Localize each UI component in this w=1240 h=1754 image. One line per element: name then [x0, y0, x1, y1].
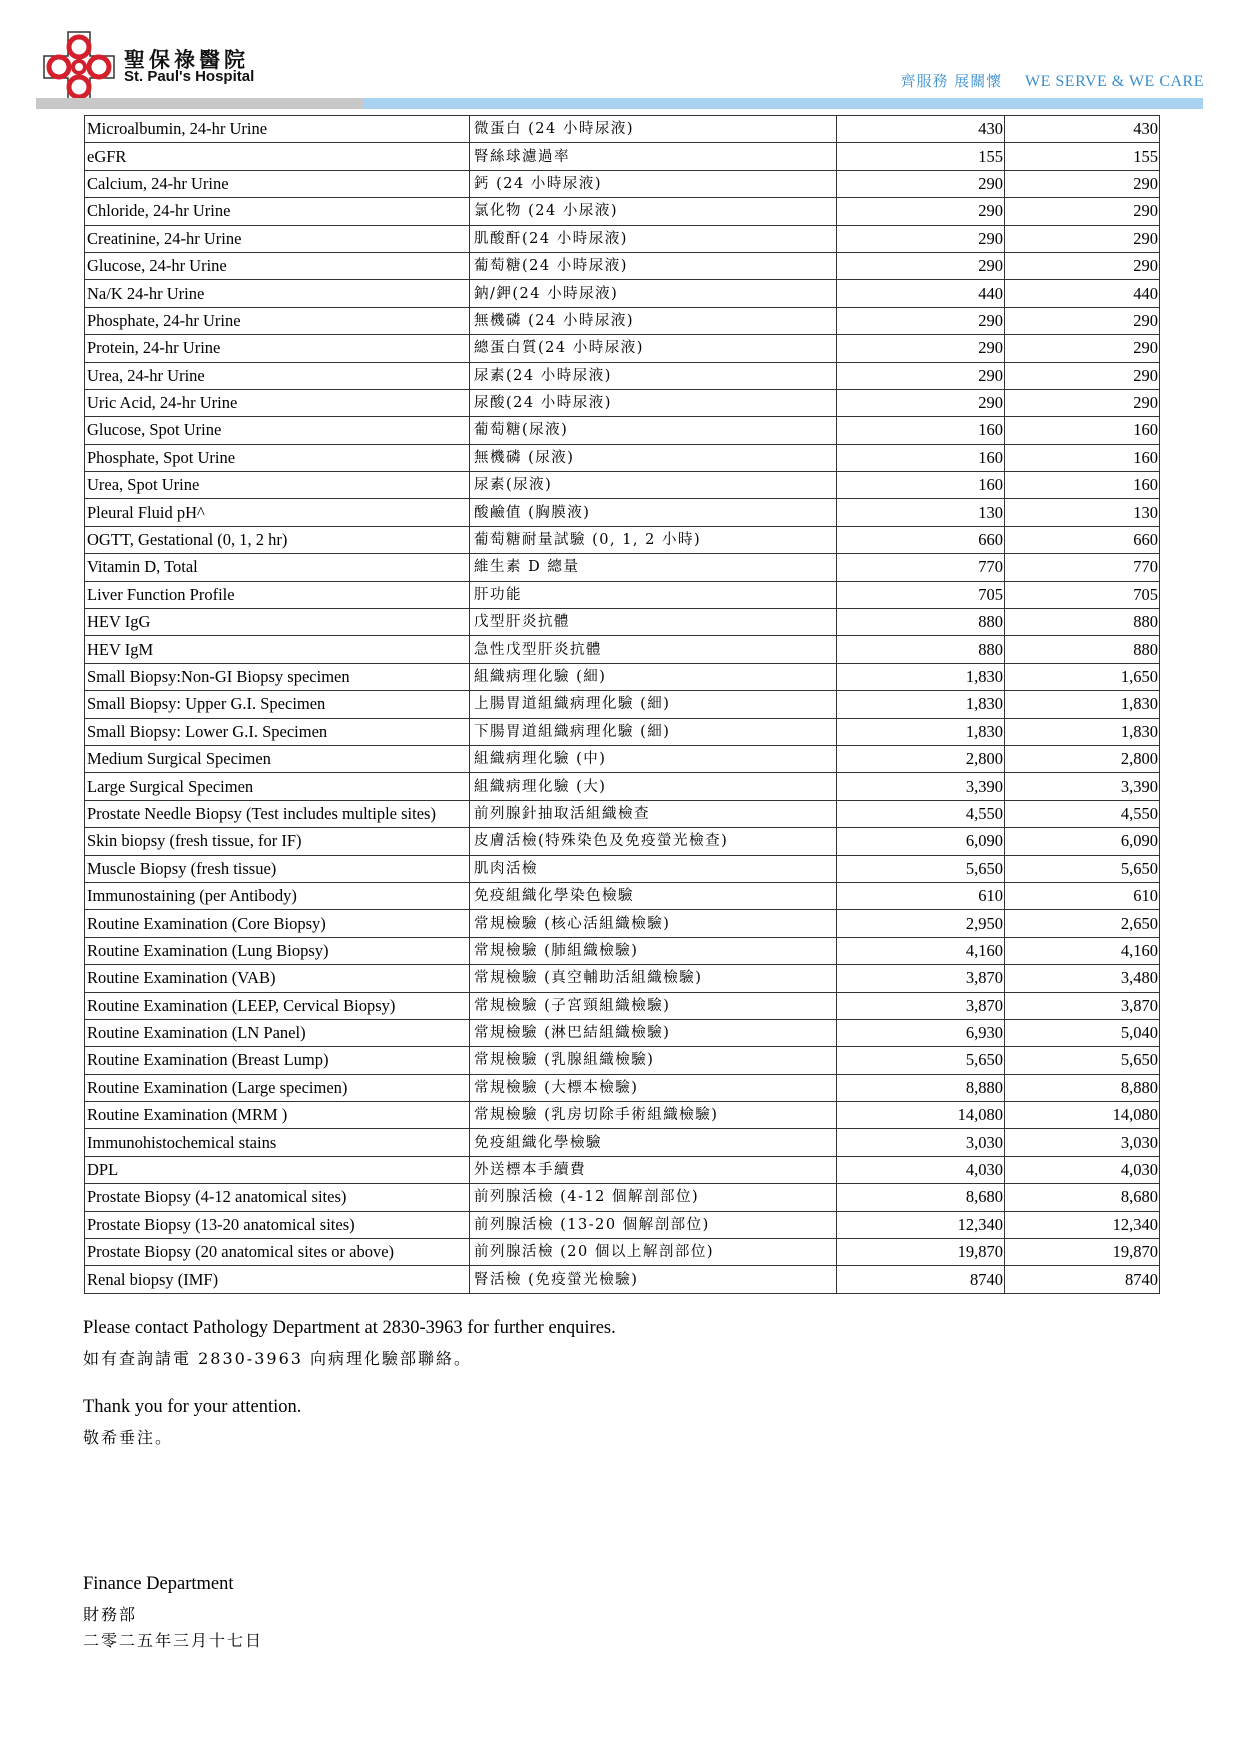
item-name-en: Creatinine, 24-hr Urine: [85, 225, 470, 252]
fee-column-2: 19,870: [1005, 1239, 1160, 1266]
item-name-en: Chloride, 24-hr Urine: [85, 198, 470, 225]
table-row: [85, 526, 1160, 553]
item-name-zh: 常規檢驗 (乳房切除手術組織檢驗): [470, 1102, 837, 1129]
fee-column-1: 160: [837, 444, 1005, 471]
table-row: [85, 198, 1160, 225]
table-row: [85, 1047, 1160, 1074]
fee-column-1: 3,870: [837, 992, 1005, 1019]
hospital-name-en: St. Paul's Hospital: [124, 68, 255, 85]
table-row: [85, 581, 1160, 608]
fee-column-2: 880: [1005, 609, 1160, 636]
fee-column-2: 610: [1005, 882, 1160, 909]
fee-column-2: 155: [1005, 143, 1160, 170]
table-row: [85, 855, 1160, 882]
item-name-en: Na/K 24-hr Urine: [85, 280, 470, 307]
item-name-zh: 腎絲球濾過率: [470, 143, 837, 170]
item-name-zh: 皮膚活檢(特殊染色及免疫螢光檢查): [470, 828, 837, 855]
item-name-zh: 組織病理化驗 (大): [470, 773, 837, 800]
document-date: 二零二五年三月十七日: [83, 1631, 264, 1650]
item-name-zh: 尿酸(24 小時尿液): [470, 389, 837, 416]
item-name-zh: 常規檢驗 (大標本檢驗): [470, 1074, 837, 1101]
item-name-zh: 肝功能: [470, 581, 837, 608]
fee-column-1: 3,870: [837, 965, 1005, 992]
fee-column-2: 3,030: [1005, 1129, 1160, 1156]
item-name-zh: 上腸胃道組織病理化驗 (細): [470, 691, 837, 718]
fee-column-2: 3,480: [1005, 965, 1160, 992]
table-row: [85, 1211, 1160, 1238]
slogan-en: WE SERVE & WE CARE: [1025, 73, 1204, 90]
hospital-name-zh: 聖保祿醫院: [124, 47, 249, 72]
slogan-zh: 齊服務 展關懷: [900, 72, 1003, 90]
item-name-en: Routine Examination (LN Panel): [85, 1019, 470, 1046]
item-name-zh: 葡萄糖耐量試驗 (0, 1, 2 小時): [470, 526, 837, 553]
item-name-zh: 葡萄糖(24 小時尿液): [470, 252, 837, 279]
fee-column-1: 770: [837, 554, 1005, 581]
fee-column-1: 19,870: [837, 1239, 1005, 1266]
fee-column-1: 290: [837, 389, 1005, 416]
item-name-en: Phosphate, Spot Urine: [85, 444, 470, 471]
fee-column-1: 12,340: [837, 1211, 1005, 1238]
fee-column-1: 1,830: [837, 718, 1005, 745]
item-name-zh: 組織病理化驗 (細): [470, 663, 837, 690]
fee-column-1: 290: [837, 307, 1005, 334]
table-row: [85, 472, 1160, 499]
item-name-zh: 氯化物 (24 小尿液): [470, 198, 837, 225]
table-row: [85, 116, 1160, 143]
table-row: [85, 800, 1160, 827]
item-name-zh: 前列腺活檢 (4-12 個解剖部位): [470, 1184, 837, 1211]
fee-column-2: 130: [1005, 499, 1160, 526]
item-name-en: Glucose, Spot Urine: [85, 417, 470, 444]
table-row: [85, 1129, 1160, 1156]
item-name-en: Small Biopsy: Lower G.I. Specimen: [85, 718, 470, 745]
contact-note-en: Please contact Pathology Department at 2830-3963 for further enquires.: [83, 1318, 616, 1338]
table-row: [85, 252, 1160, 279]
table-row: [85, 937, 1160, 964]
table-row: [85, 225, 1160, 252]
table-row: [85, 1102, 1160, 1129]
item-name-zh: 鈉/鉀(24 小時尿液): [470, 280, 837, 307]
item-name-en: Prostate Biopsy (20 anatomical sites or above): [85, 1239, 470, 1266]
item-name-zh: 前列腺活檢 (20 個以上解剖部位): [470, 1239, 837, 1266]
item-name-en: Protein, 24-hr Urine: [85, 335, 470, 362]
fee-column-2: 4,160: [1005, 937, 1160, 964]
fee-column-1: 290: [837, 335, 1005, 362]
item-name-zh: 前列腺針抽取活組織檢查: [470, 800, 837, 827]
table-row: [85, 882, 1160, 909]
thanks-note-en: Thank you for your attention.: [83, 1397, 302, 1417]
fee-column-2: 1,650: [1005, 663, 1160, 690]
fee-column-2: 290: [1005, 198, 1160, 225]
item-name-zh: 酸鹼值 (胸膜液): [470, 499, 837, 526]
item-name-en: Small Biopsy:Non-GI Biopsy specimen: [85, 663, 470, 690]
item-name-en: eGFR: [85, 143, 470, 170]
fee-column-2: 770: [1005, 554, 1160, 581]
fee-column-1: 290: [837, 252, 1005, 279]
fee-column-1: 2,800: [837, 745, 1005, 772]
item-name-en: Routine Examination (MRM ): [85, 1102, 470, 1129]
fee-column-2: 8740: [1005, 1266, 1160, 1293]
fee-column-2: 160: [1005, 417, 1160, 444]
table-row: [85, 1019, 1160, 1046]
fee-column-2: 290: [1005, 362, 1160, 389]
fee-column-2: 3,870: [1005, 992, 1160, 1019]
fee-column-2: 290: [1005, 225, 1160, 252]
table-row: [85, 965, 1160, 992]
fee-column-2: 705: [1005, 581, 1160, 608]
table-row: [85, 718, 1160, 745]
fee-column-1: 4,030: [837, 1156, 1005, 1183]
fee-column-2: 430: [1005, 116, 1160, 143]
fee-column-1: 8,880: [837, 1074, 1005, 1101]
fee-column-1: 880: [837, 609, 1005, 636]
hospital-slogan: [900, 70, 1204, 91]
table-row: [85, 828, 1160, 855]
fee-column-2: 290: [1005, 335, 1160, 362]
fee-column-2: 5,040: [1005, 1019, 1160, 1046]
department-en: Finance Department: [83, 1574, 234, 1594]
item-name-zh: 常規檢驗 (核心活組織檢驗): [470, 910, 837, 937]
item-name-zh: 肌肉活檢: [470, 855, 837, 882]
item-name-zh: 尿素(尿液): [470, 472, 837, 499]
fee-column-1: 290: [837, 170, 1005, 197]
table-row: [85, 554, 1160, 581]
thanks-note-zh: 敬希垂注。: [83, 1428, 174, 1447]
department-zh: 財務部: [83, 1605, 138, 1624]
item-name-en: Urea, 24-hr Urine: [85, 362, 470, 389]
table-row: [85, 1239, 1160, 1266]
contact-note-zh: 如有查詢請電 2830-3963 向病理化驗部聯絡。: [83, 1349, 473, 1368]
item-name-zh: 肌酸酐(24 小時尿液): [470, 225, 837, 252]
table-row: [85, 1074, 1160, 1101]
item-name-en: Prostate Needle Biopsy (Test includes multiple sites): [85, 800, 470, 827]
table-row: [85, 389, 1160, 416]
fee-column-1: 6,090: [837, 828, 1005, 855]
fee-column-2: 290: [1005, 170, 1160, 197]
fee-column-2: 290: [1005, 389, 1160, 416]
item-name-en: Routine Examination (Lung Biopsy): [85, 937, 470, 964]
fee-column-1: 290: [837, 225, 1005, 252]
item-name-en: DPL: [85, 1156, 470, 1183]
fee-column-1: 430: [837, 116, 1005, 143]
item-name-en: Routine Examination (Large specimen): [85, 1074, 470, 1101]
fee-column-1: 8740: [837, 1266, 1005, 1293]
fee-column-2: 160: [1005, 472, 1160, 499]
fee-column-1: 130: [837, 499, 1005, 526]
fee-column-1: 880: [837, 636, 1005, 663]
item-name-en: OGTT, Gestational (0, 1, 2 hr): [85, 526, 470, 553]
item-name-zh: 常規檢驗 (肺組織檢驗): [470, 937, 837, 964]
item-name-zh: 尿素(24 小時尿液): [470, 362, 837, 389]
item-name-zh: 急性戊型肝炎抗體: [470, 636, 837, 663]
item-name-zh: 鈣 (24 小時尿液): [470, 170, 837, 197]
fee-column-1: 705: [837, 581, 1005, 608]
fee-column-1: 440: [837, 280, 1005, 307]
table-row: [85, 417, 1160, 444]
table-row: [85, 910, 1160, 937]
fee-column-1: 4,550: [837, 800, 1005, 827]
fee-column-1: 610: [837, 882, 1005, 909]
item-name-en: Routine Examination (VAB): [85, 965, 470, 992]
table-row: [85, 143, 1160, 170]
item-name-zh: 常規檢驗 (乳腺組織檢驗): [470, 1047, 837, 1074]
fee-column-1: 5,650: [837, 855, 1005, 882]
item-name-en: Phosphate, 24-hr Urine: [85, 307, 470, 334]
table-row: [85, 362, 1160, 389]
item-name-en: Skin biopsy (fresh tissue, for IF): [85, 828, 470, 855]
item-name-en: Small Biopsy: Upper G.I. Specimen: [85, 691, 470, 718]
fee-column-2: 4,030: [1005, 1156, 1160, 1183]
fee-column-1: 6,930: [837, 1019, 1005, 1046]
fee-column-1: 160: [837, 417, 1005, 444]
fee-column-1: 14,080: [837, 1102, 1005, 1129]
fee-column-1: 160: [837, 472, 1005, 499]
fee-column-2: 880: [1005, 636, 1160, 663]
fee-column-1: 290: [837, 362, 1005, 389]
item-name-zh: 維生素 D 總量: [470, 554, 837, 581]
item-name-en: Uric Acid, 24-hr Urine: [85, 389, 470, 416]
fee-column-1: 1,830: [837, 691, 1005, 718]
fee-column-1: 8,680: [837, 1184, 1005, 1211]
fee-column-1: 660: [837, 526, 1005, 553]
item-name-en: Medium Surgical Specimen: [85, 745, 470, 772]
item-name-en: Prostate Biopsy (4-12 anatomical sites): [85, 1184, 470, 1211]
item-name-zh: 常規檢驗 (真空輔助活組織檢驗): [470, 965, 837, 992]
item-name-en: Immunohistochemical stains: [85, 1129, 470, 1156]
fee-column-1: 2,950: [837, 910, 1005, 937]
table-row: [85, 636, 1160, 663]
item-name-zh: 腎活檢 (免疫螢光檢驗): [470, 1266, 837, 1293]
fee-column-2: 5,650: [1005, 855, 1160, 882]
fee-column-2: 160: [1005, 444, 1160, 471]
item-name-en: HEV IgM: [85, 636, 470, 663]
fee-column-1: 5,650: [837, 1047, 1005, 1074]
fee-column-1: 4,160: [837, 937, 1005, 964]
fee-column-1: 3,390: [837, 773, 1005, 800]
item-name-en: Routine Examination (Core Biopsy): [85, 910, 470, 937]
fee-column-2: 12,340: [1005, 1211, 1160, 1238]
item-name-zh: 免疫組織化學染色檢驗: [470, 882, 837, 909]
fee-column-2: 3,390: [1005, 773, 1160, 800]
fee-column-2: 1,830: [1005, 691, 1160, 718]
table-row: [85, 609, 1160, 636]
item-name-en: Liver Function Profile: [85, 581, 470, 608]
table-row: [85, 773, 1160, 800]
table-row: [85, 170, 1160, 197]
fee-table-body: [85, 116, 1160, 1294]
fee-column-2: 8,880: [1005, 1074, 1160, 1101]
fee-column-2: 6,090: [1005, 828, 1160, 855]
item-name-en: HEV IgG: [85, 609, 470, 636]
fee-column-2: 4,550: [1005, 800, 1160, 827]
item-name-en: Microalbumin, 24-hr Urine: [85, 116, 470, 143]
item-name-en: Routine Examination (Breast Lump): [85, 1047, 470, 1074]
fee-column-1: 155: [837, 143, 1005, 170]
fee-column-2: 8,680: [1005, 1184, 1160, 1211]
item-name-en: Muscle Biopsy (fresh tissue): [85, 855, 470, 882]
fee-column-2: 290: [1005, 252, 1160, 279]
item-name-en: Renal biopsy (IMF): [85, 1266, 470, 1293]
fee-column-2: 1,830: [1005, 718, 1160, 745]
hospital-logo-icon: [40, 28, 118, 106]
item-name-zh: 常規檢驗 (子宮頸組織檢驗): [470, 992, 837, 1019]
item-name-zh: 下腸胃道組織病理化驗 (細): [470, 718, 837, 745]
item-name-en: Routine Examination (LEEP, Cervical Biopsy): [85, 992, 470, 1019]
table-row: [85, 1266, 1160, 1293]
item-name-en: Large Surgical Specimen: [85, 773, 470, 800]
item-name-en: Glucose, 24-hr Urine: [85, 252, 470, 279]
fee-column-2: 290: [1005, 307, 1160, 334]
table-row: [85, 1184, 1160, 1211]
fee-column-2: 14,080: [1005, 1102, 1160, 1129]
item-name-zh: 免疫組織化學檢驗: [470, 1129, 837, 1156]
fee-column-1: 3,030: [837, 1129, 1005, 1156]
table-row: [85, 1156, 1160, 1183]
item-name-en: Prostate Biopsy (13-20 anatomical sites): [85, 1211, 470, 1238]
table-row: [85, 745, 1160, 772]
item-name-zh: 微蛋白 (24 小時尿液): [470, 116, 837, 143]
fee-table: [84, 115, 1160, 1294]
fee-column-2: 2,800: [1005, 745, 1160, 772]
fee-column-1: 1,830: [837, 663, 1005, 690]
item-name-zh: 無機磷 (尿液): [470, 444, 837, 471]
table-row: [85, 307, 1160, 334]
item-name-en: Immunostaining (per Antibody): [85, 882, 470, 909]
fee-column-2: 2,650: [1005, 910, 1160, 937]
item-name-zh: 前列腺活檢 (13-20 個解剖部位): [470, 1211, 837, 1238]
item-name-zh: 總蛋白質(24 小時尿液): [470, 335, 837, 362]
item-name-zh: 戊型肝炎抗體: [470, 609, 837, 636]
item-name-zh: 組織病理化驗 (中): [470, 745, 837, 772]
item-name-zh: 無機磷 (24 小時尿液): [470, 307, 837, 334]
item-name-en: Vitamin D, Total: [85, 554, 470, 581]
table-row: [85, 691, 1160, 718]
item-name-en: Urea, Spot Urine: [85, 472, 470, 499]
table-row: [85, 992, 1160, 1019]
item-name-en: Calcium, 24-hr Urine: [85, 170, 470, 197]
item-name-en: Pleural Fluid pH^: [85, 499, 470, 526]
item-name-zh: 外送標本手續費: [470, 1156, 837, 1183]
item-name-zh: 葡萄糖(尿液): [470, 417, 837, 444]
fee-column-2: 660: [1005, 526, 1160, 553]
fee-column-2: 440: [1005, 280, 1160, 307]
page-header: [0, 0, 1240, 115]
header-divider-blue: [363, 98, 1203, 109]
table-row: [85, 280, 1160, 307]
item-name-zh: 常規檢驗 (淋巴結組織檢驗): [470, 1019, 837, 1046]
header-divider-grey: [36, 98, 363, 109]
fee-column-2: 5,650: [1005, 1047, 1160, 1074]
table-row: [85, 335, 1160, 362]
fee-column-1: 290: [837, 198, 1005, 225]
table-row: [85, 444, 1160, 471]
table-row: [85, 663, 1160, 690]
table-row: [85, 499, 1160, 526]
